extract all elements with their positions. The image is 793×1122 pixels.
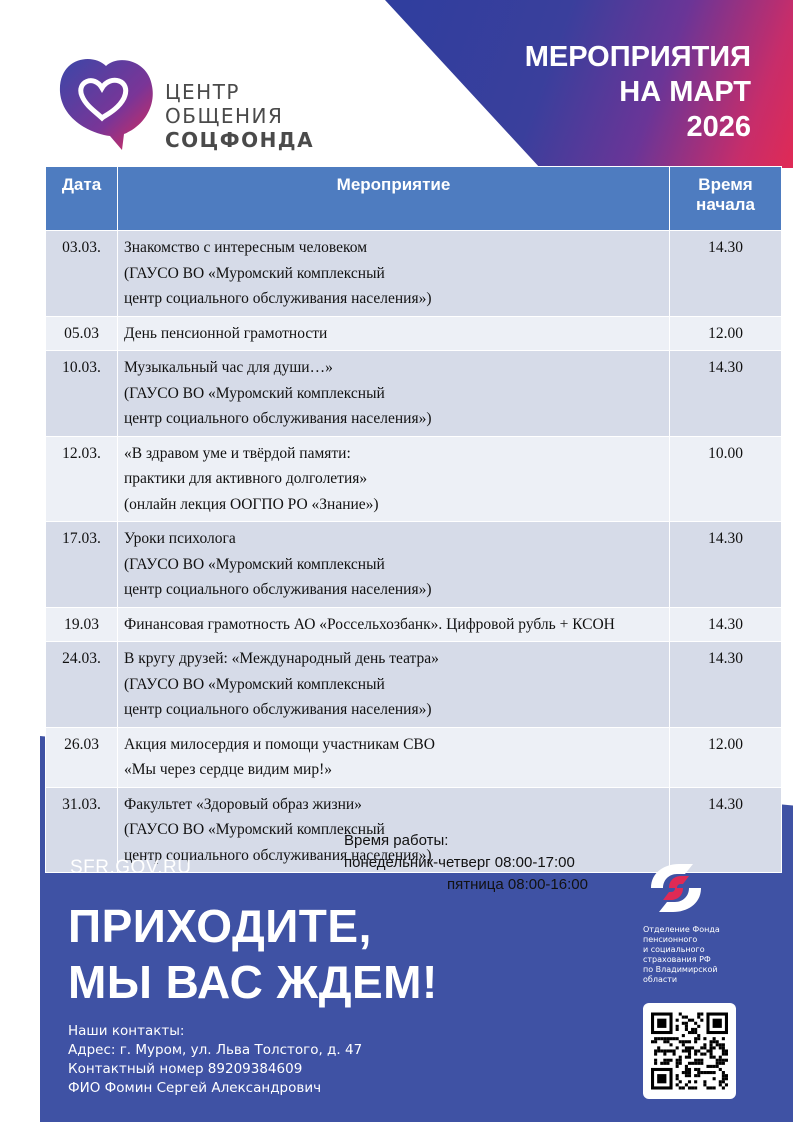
hours-line-3: пятница 08:00-16:00 <box>447 876 588 893</box>
page-title <box>451 40 751 145</box>
event-text-line: (онлайн лекция ООГПО РО «Знание») <box>124 495 379 513</box>
logo-wordmark <box>165 80 314 152</box>
event-text-line: «В здравом уме и твёрдой памяти: <box>124 444 351 462</box>
event-date: 12.03. <box>46 436 118 522</box>
header-time-line2: начала <box>696 195 755 214</box>
event-description <box>118 727 670 787</box>
contacts-title: Наши контакты: <box>68 1023 185 1039</box>
event-text-line: Акция милосердия и помощи участникам СВО <box>124 735 435 753</box>
table-row <box>46 642 782 728</box>
table-row <box>46 522 782 608</box>
qr-code[interactable] <box>643 1003 736 1099</box>
event-description <box>118 607 670 642</box>
event-text-line: центр социального обслуживания населения») <box>124 290 432 307</box>
contacts <box>68 1022 362 1098</box>
table-row <box>46 316 782 351</box>
event-date: 24.03. <box>46 642 118 728</box>
event-text-line: (ГАУСО ВО «Муромский комплексный <box>124 821 385 838</box>
event-time: 14.30 <box>670 522 782 608</box>
sfr-caption-line: пенсионного <box>643 935 698 944</box>
hours-line-2: понедельник-четверг 08:00-17:00 <box>344 854 575 871</box>
event-time: 14.30 <box>670 231 782 317</box>
event-text-line: Факультет «Здоровый образ жизни» <box>124 795 362 813</box>
event-text-line: центр социального обслуживания населения») <box>124 846 432 864</box>
website-link[interactable]: SFR.GOV.RU <box>70 857 192 878</box>
sfr-caption-line: страхования РФ <box>643 955 711 964</box>
table-row <box>46 351 782 437</box>
contacts-address: Адрес: г. Муром, ул. Льва Толстого, д. 47 <box>68 1042 363 1058</box>
event-time: 14.30 <box>670 642 782 728</box>
event-text-line: В кругу друзей: «Международный день театра» <box>124 650 439 667</box>
table-header-row <box>46 167 782 231</box>
event-time: 10.00 <box>670 436 782 522</box>
event-text-line: практики для активного долголетия» <box>124 470 368 487</box>
title-line-1: МЕРОПРИЯТИЯ <box>524 41 751 73</box>
sfr-caption-line: Отделение Фонда <box>643 925 720 934</box>
table-body <box>46 231 782 873</box>
event-description <box>118 436 670 522</box>
table-row <box>46 231 782 317</box>
event-text-line: центр социального обслуживания населения») <box>124 581 432 598</box>
event-text-line: День пенсионной грамотности <box>124 324 328 342</box>
event-text-line: центр социального обслуживания населения») <box>124 410 432 427</box>
event-text-line: (ГАУСО ВО «Муромский комплексный <box>124 675 385 693</box>
event-time: 14.30 <box>670 351 782 437</box>
sfr-emblem-icon <box>643 858 709 918</box>
table-row <box>46 727 782 787</box>
event-description <box>118 351 670 437</box>
event-description <box>118 642 670 728</box>
contacts-person: ФИО Фомин Сергей Александрович <box>68 1080 322 1096</box>
event-text-line: «Мы через сердце видим мир!» <box>124 761 332 778</box>
hours-line-1: Время работы: <box>344 832 449 849</box>
event-time: 12.00 <box>670 727 782 787</box>
event-date: 05.03 <box>46 316 118 351</box>
table-row <box>46 607 782 642</box>
event-description <box>118 522 670 608</box>
heart-speech-bubble-icon <box>52 52 160 152</box>
event-text-line: Уроки психолога <box>124 530 236 547</box>
event-time: 14.30 <box>670 607 782 642</box>
sfr-caption-line: по Владимирской <box>643 965 718 974</box>
sfr-caption-line: области <box>643 975 678 984</box>
title-line-3: 2026 <box>686 111 751 143</box>
events-table <box>45 166 782 873</box>
event-date: 03.03. <box>46 231 118 317</box>
headline-line-2: МЫ ВАС ЖДЕМ! <box>68 956 438 1008</box>
headline-line-1: ПРИХОДИТЕ, <box>68 900 372 952</box>
event-date: 19.03 <box>46 607 118 642</box>
qr-code-image <box>651 1011 728 1091</box>
event-time: 14.30 <box>670 787 782 873</box>
header-time-line1: Время <box>698 175 753 194</box>
event-date: 10.03. <box>46 351 118 437</box>
event-text-line: центр социального обслуживания населения») <box>124 701 432 718</box>
event-text-line: (ГАУСО ВО «Муромский комплексный <box>124 384 385 402</box>
event-description <box>118 316 670 351</box>
event-date: 31.03. <box>46 787 118 873</box>
table-row <box>46 436 782 522</box>
event-text-line: (ГАУСО ВО «Муромский комплексный <box>124 264 385 282</box>
event-time: 12.00 <box>670 316 782 351</box>
title-line-2: НА МАРТ <box>619 76 751 108</box>
event-text-line: Знакомство с интересным человеком <box>124 239 367 256</box>
sfr-caption <box>643 925 753 985</box>
event-text-line: Финансовая грамотность АО «Россельхозбанк». Цифровой рубль + КСОН <box>124 615 615 633</box>
event-description <box>118 231 670 317</box>
logo-line-2: ОБЩЕНИЯ <box>165 104 284 128</box>
event-text-line: Музыкальный час для души…» <box>124 359 333 376</box>
contacts-phone: Контактный номер 89209384609 <box>68 1061 303 1077</box>
header-date: Дата <box>46 167 118 231</box>
logo-line-3: СОЦФОНДА <box>165 128 315 152</box>
headline <box>68 898 438 1010</box>
event-date: 26.03 <box>46 727 118 787</box>
event-text-line: (ГАУСО ВО «Муромский комплексный <box>124 555 385 573</box>
event-date: 17.03. <box>46 522 118 608</box>
header-time <box>670 167 782 231</box>
logo-line-1: ЦЕНТР <box>165 80 240 104</box>
sfr-caption-line: и социального <box>643 945 705 954</box>
header-event: Мероприятие <box>118 167 670 231</box>
working-hours <box>344 830 588 896</box>
